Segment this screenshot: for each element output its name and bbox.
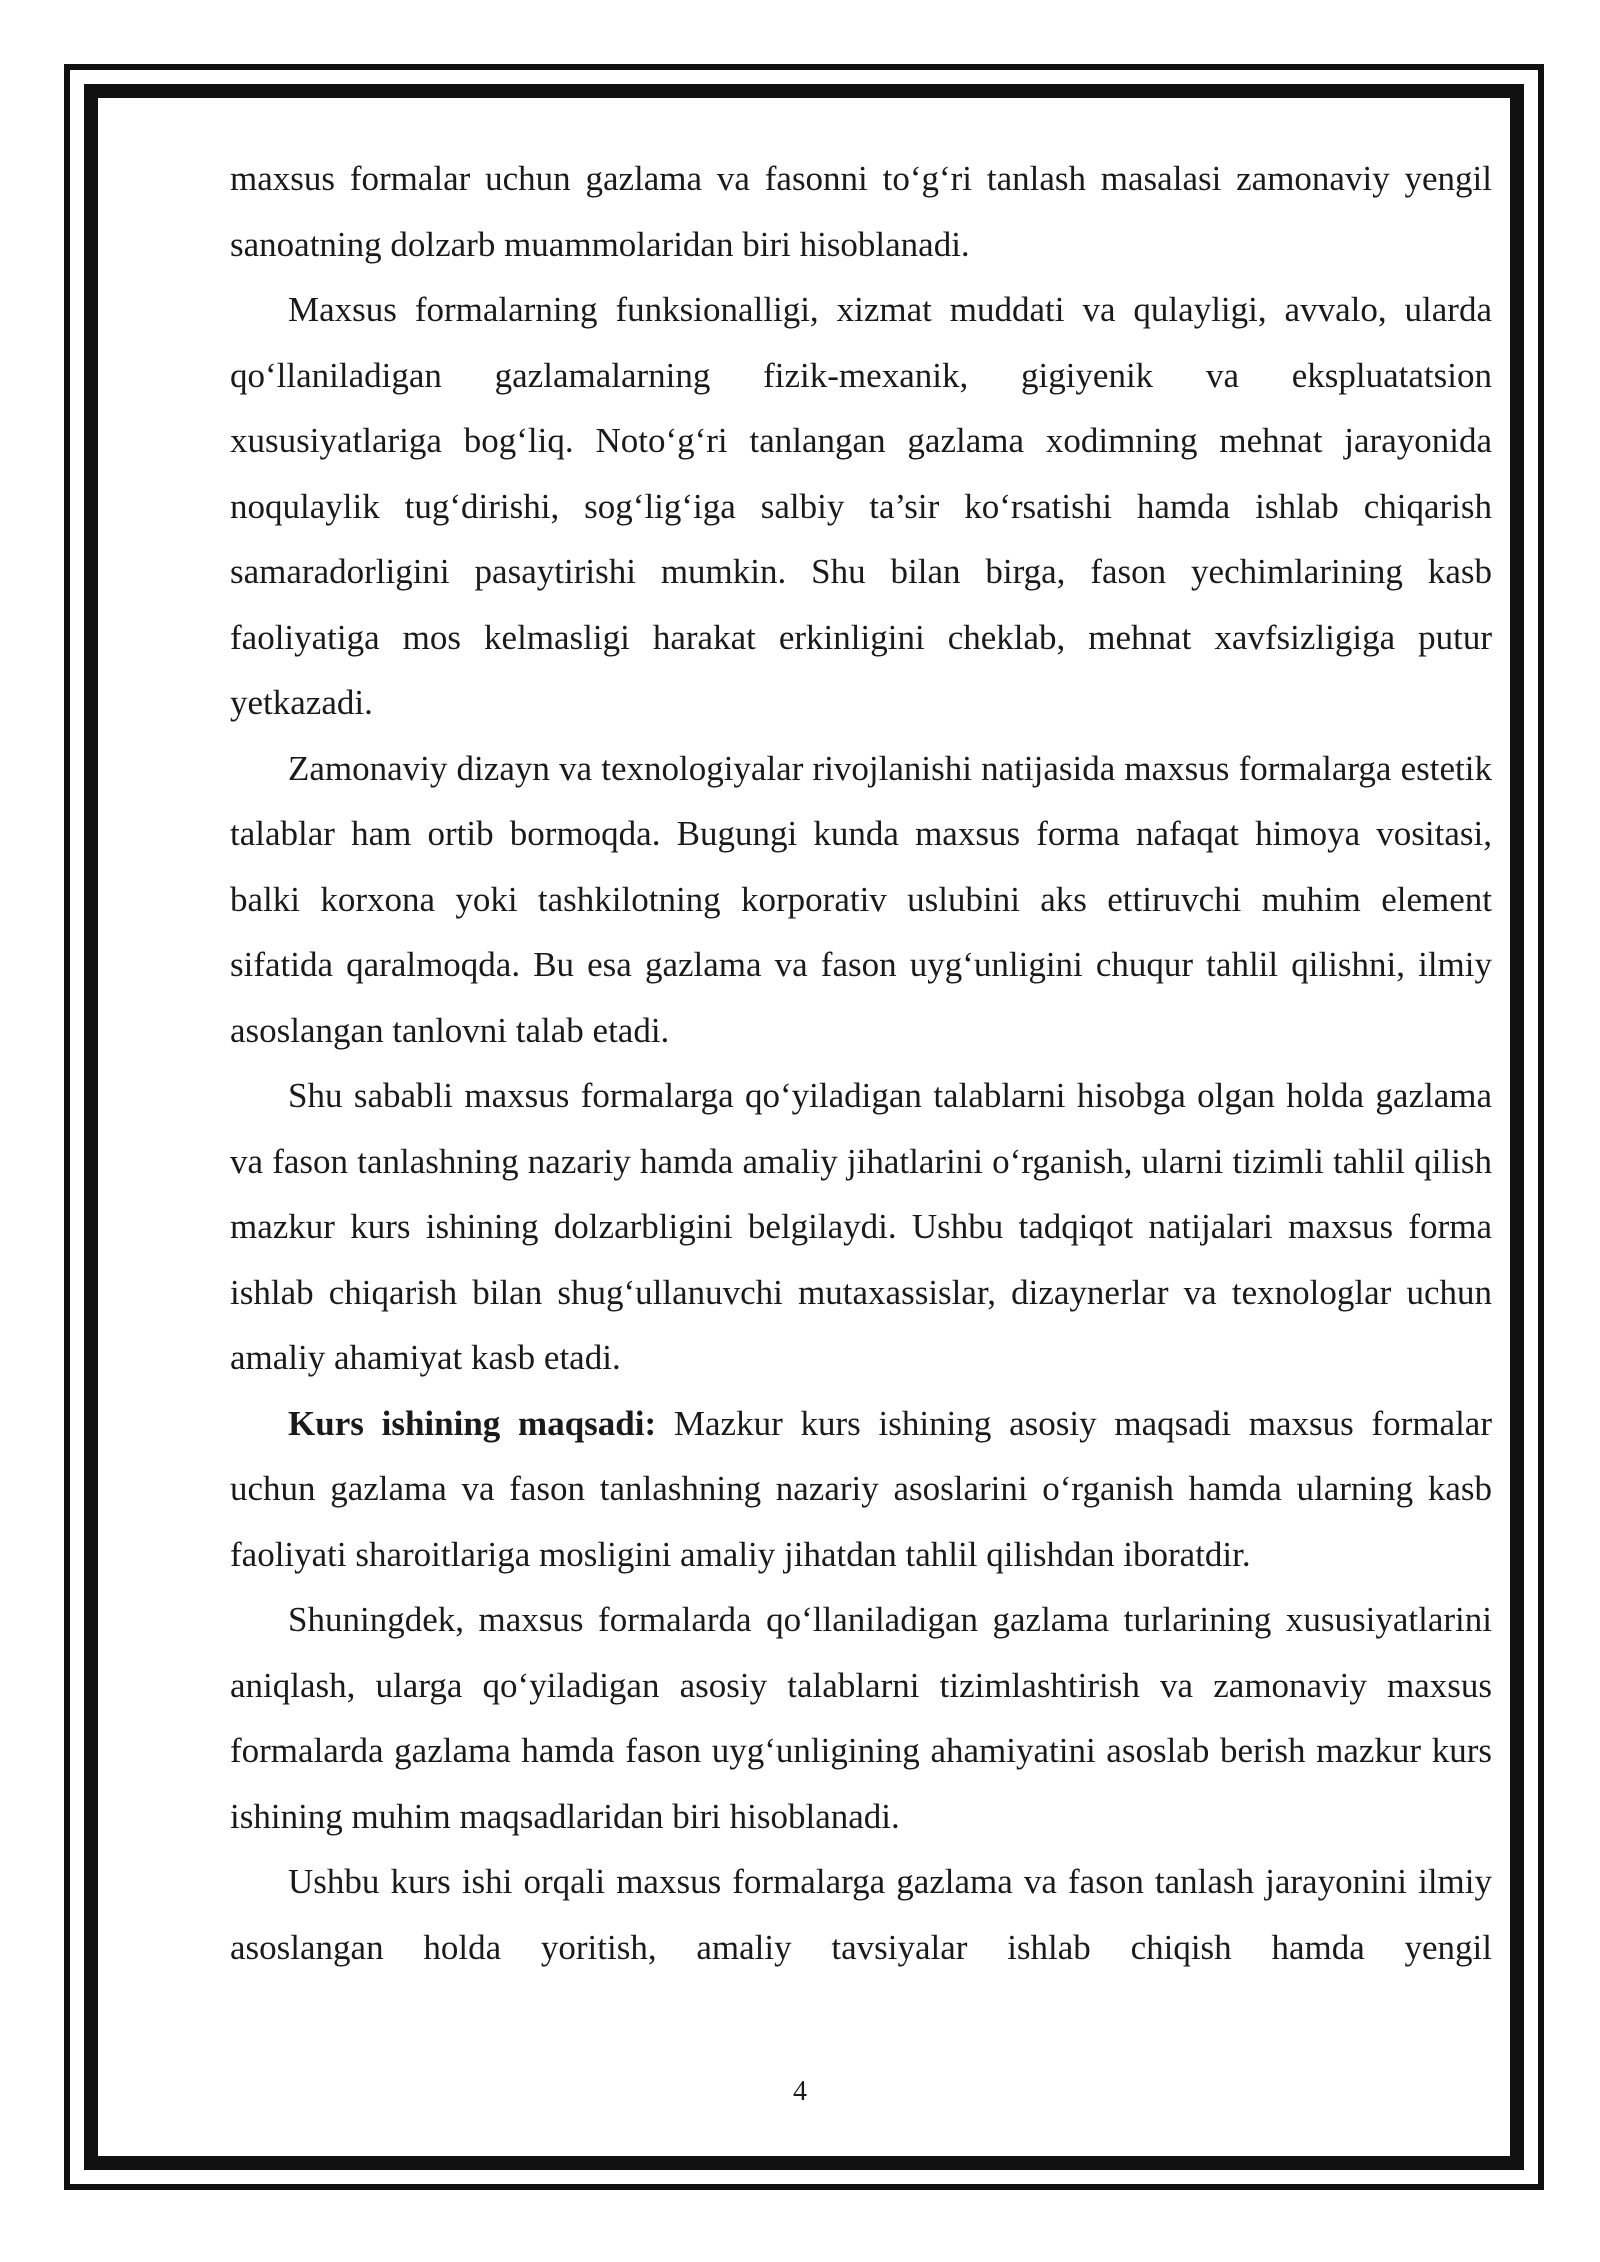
paragraph-functionality: Maxsus formalarning funksionalligi, xizmat muddati va qulayligi, avvalo, ularda qo‘llaniladigan gazlamalarning fizik-mexanik, gigiyenik va ekspluatatsion xususiyatlariga bog‘liq. Noto‘g‘ri tanlangan gazlama xodimning mehnat jarayonida noqulaylik tug‘dirishi, sog‘lig‘iga salbiy ta’sir ko‘rsatishi hamda ishlab chiqarish samaradorligini pasaytirishi mumkin. Shu bilan birga, fason yechimlarining kasb faoliyatiga mos kelmasligi harakat erkinligini cheklab, mehnat xavfsizligiga putur yetkazadi. bbox=[230, 290, 1492, 722]
paragraph-modern-design: Zamonaviy dizayn va texnologiyalar rivojlanishi natijasida maxsus formalarga estetik talablar ham ortib bormoqda. Bugungi kunda maxsus forma nafaqat himoya vositasi, balki korxona yoki tashkilotning korporativ uslubini aks ettiruvchi muhim element sifatida qaralmoqda. Bu esa gazlama va fason uyg‘unligini chuqur tahlil qilishni, ilmiy asoslangan tanlovni talab etadi. bbox=[230, 748, 1492, 1050]
page-number: 4 bbox=[793, 2076, 807, 2107]
goal-heading: Kurs ishining maqsadi: bbox=[288, 1403, 657, 1443]
goal-text: Mazkur kurs ishining asosiy maqsadi maxsus formalar uchun gazlama va fason tanlashning nazariy asoslarini o‘rganish hamda ularning kasb faoliyati sharoitlariga mosligini amaliy jihatdan tahlil qilishdan iboratdir. bbox=[230, 1403, 1492, 1574]
paragraph-goal bbox=[230, 1391, 1492, 1588]
paragraph-additional-goals: Shuningdek, maxsus formalarda qo‘llaniladigan gazlama turlarining xususiyatlarini aniqlash, ularga qo‘yiladigan asosiy talablarni tizimlashtirish va zamonaviy maxsus formalarda gazlama hamda fason uyg‘unligining ahamiyatini asoslab berish mazkur kurs ishining muhim maqsadlaridan biri hisoblanadi. bbox=[230, 1600, 1492, 1836]
page-body bbox=[230, 146, 1492, 1980]
paragraph-continuation: maxsus formalar uchun gazlama va fasonni to‘g‘ri tanlash masalasi zamonaviy yengil sanoatning dolzarb muammolaridan biri hisoblanadi. bbox=[230, 159, 1492, 264]
paragraph-relevance: Shu sababli maxsus formalarga qo‘yiladigan talablarni hisobga olgan holda gazlama va fason tanlashning nazariy hamda amaliy jihatlarini o‘rganish, ularni tizimli tahlil qilish mazkur kurs ishining dolzarbligini belgilaydi. Ushbu tadqiqot natijalari maxsus forma ishlab chiqarish bilan shug‘ullanuvchi mutaxassislar, dizaynerlar va texnologlar uchun amaliy ahamiyat kasb etadi. bbox=[230, 1076, 1492, 1377]
paragraph-outcome: Ushbu kurs ishi orqali maxsus formalarga gazlama va fason tanlash jarayonini ilmiy asoslangan holda yoritish, amaliy tavsiyalar ishlab chiqish hamda yengil bbox=[230, 1862, 1492, 1967]
